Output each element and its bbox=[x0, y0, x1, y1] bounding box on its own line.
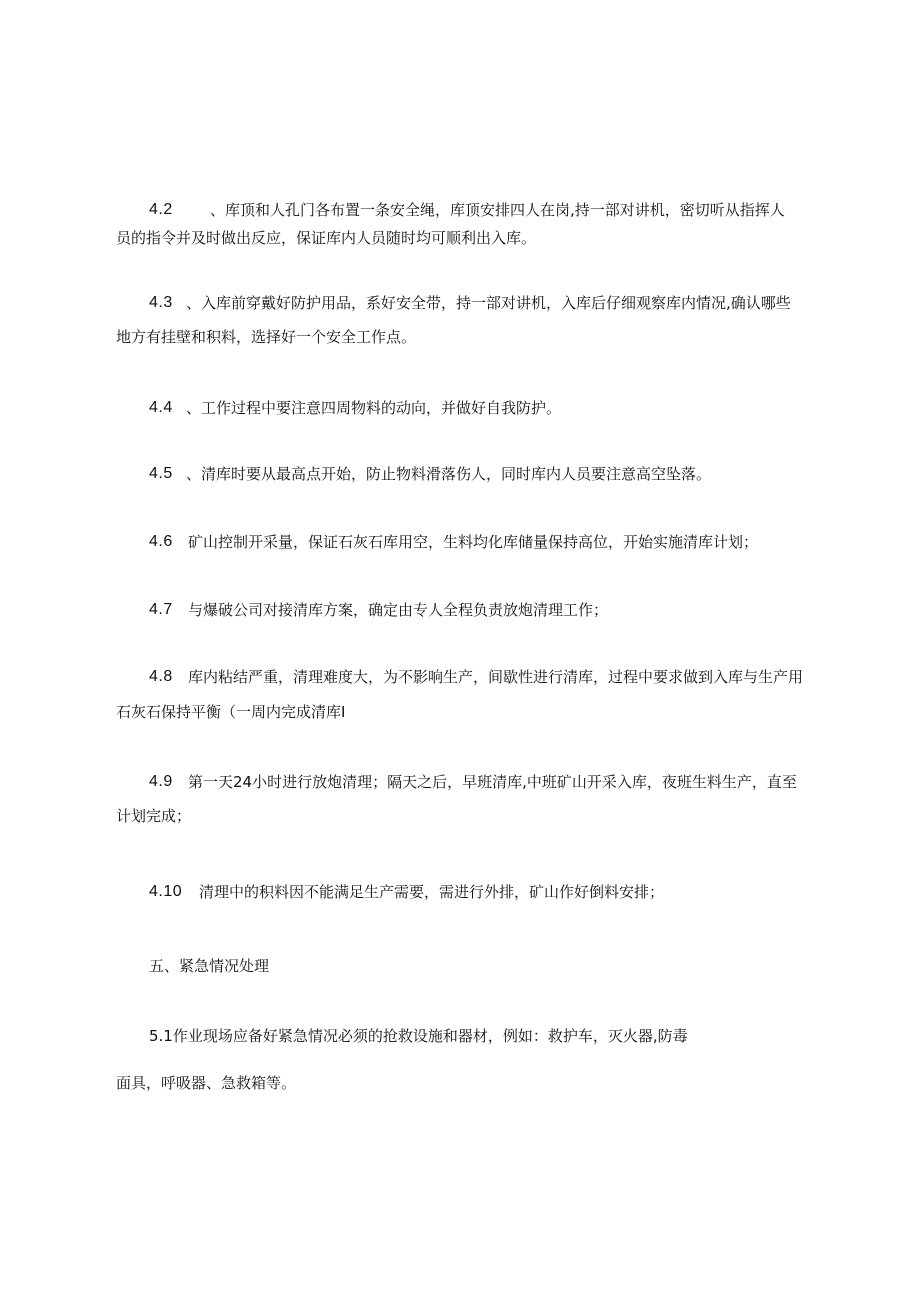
item-4-9-text: 第一天24小时进行放炮清理；隔天之后，早班清库,中班矿山开采入库，夜班生料生产，直至 bbox=[188, 773, 797, 791]
item-5-1-text: 5.1作业现场应备好紧急情况必须的抢救设施和器材，例如：救护车，灭火器,防毒 bbox=[149, 1027, 688, 1045]
item-4-4-text: 、工作过程中要注意四周物料的动向，并做好自我防护。 bbox=[186, 399, 562, 417]
item-4-9-number: 4.9 bbox=[149, 773, 173, 790]
item-4-7-text: 与爆破公司对接清库方案，确定由专人全程负责放炮清理工作； bbox=[188, 601, 609, 619]
item-4-4-number: 4.4 bbox=[149, 399, 173, 416]
item-4-10-number: 4.10 bbox=[149, 883, 183, 900]
item-4-7-number: 4.7 bbox=[149, 601, 173, 618]
item-4-6-number: 4.6 bbox=[149, 533, 173, 550]
item-4-5-number: 4.5 bbox=[149, 465, 173, 482]
item-5-1-text-cont: 面具，呼吸器、急救箱等。 bbox=[116, 1074, 297, 1092]
item-4-2-number: 4.2 bbox=[149, 201, 173, 218]
item-4-3-text-cont: 地方有挂壁和积料，选择好一个安全工作点。 bbox=[116, 328, 417, 346]
item-4-2-text-cont: 员的指令并及时做出反应，保证库内人员随时均可顺利出入库。 bbox=[116, 229, 537, 247]
item-4-10-text: 清理中的积料因不能满足生产需要，需进行外排，矿山作好倒料安排； bbox=[199, 883, 665, 901]
item-4-8-text: 库内粘结严重，清理难度大，为不影响生产，间歇性进行清库，过程中要求做到入库与生产用 bbox=[188, 668, 804, 686]
item-4-5-text: 、清库时要从最高点开始，防止物料滑落伤人，同时库内人员要注意高空坠落。 bbox=[186, 465, 712, 483]
item-4-2-text: 、库顶和人孔门各布置一条安全绳，库顶安排四人在岗,持一部对讲机，密切听从指挥人 bbox=[210, 201, 785, 219]
item-4-3-text: 、入库前穿戴好防护用品，系好安全带，持一部对讲机，入库后仔细观察库内情况,确认哪些 bbox=[186, 294, 791, 312]
section-heading: 五、紧急情况处理 bbox=[149, 957, 270, 975]
item-4-9-text-cont: 计划完成； bbox=[116, 807, 192, 825]
item-4-3-number: 4.3 bbox=[149, 294, 173, 311]
item-4-6-text: 矿山控制开采量，保证石灰石库用空，生料均化库储量保持高位，开始实施清库计划； bbox=[188, 533, 759, 551]
item-4-8-number: 4.8 bbox=[149, 668, 173, 685]
item-4-8-text-cont: 石灰石保持平衡（一周内完成清库I bbox=[116, 703, 346, 721]
